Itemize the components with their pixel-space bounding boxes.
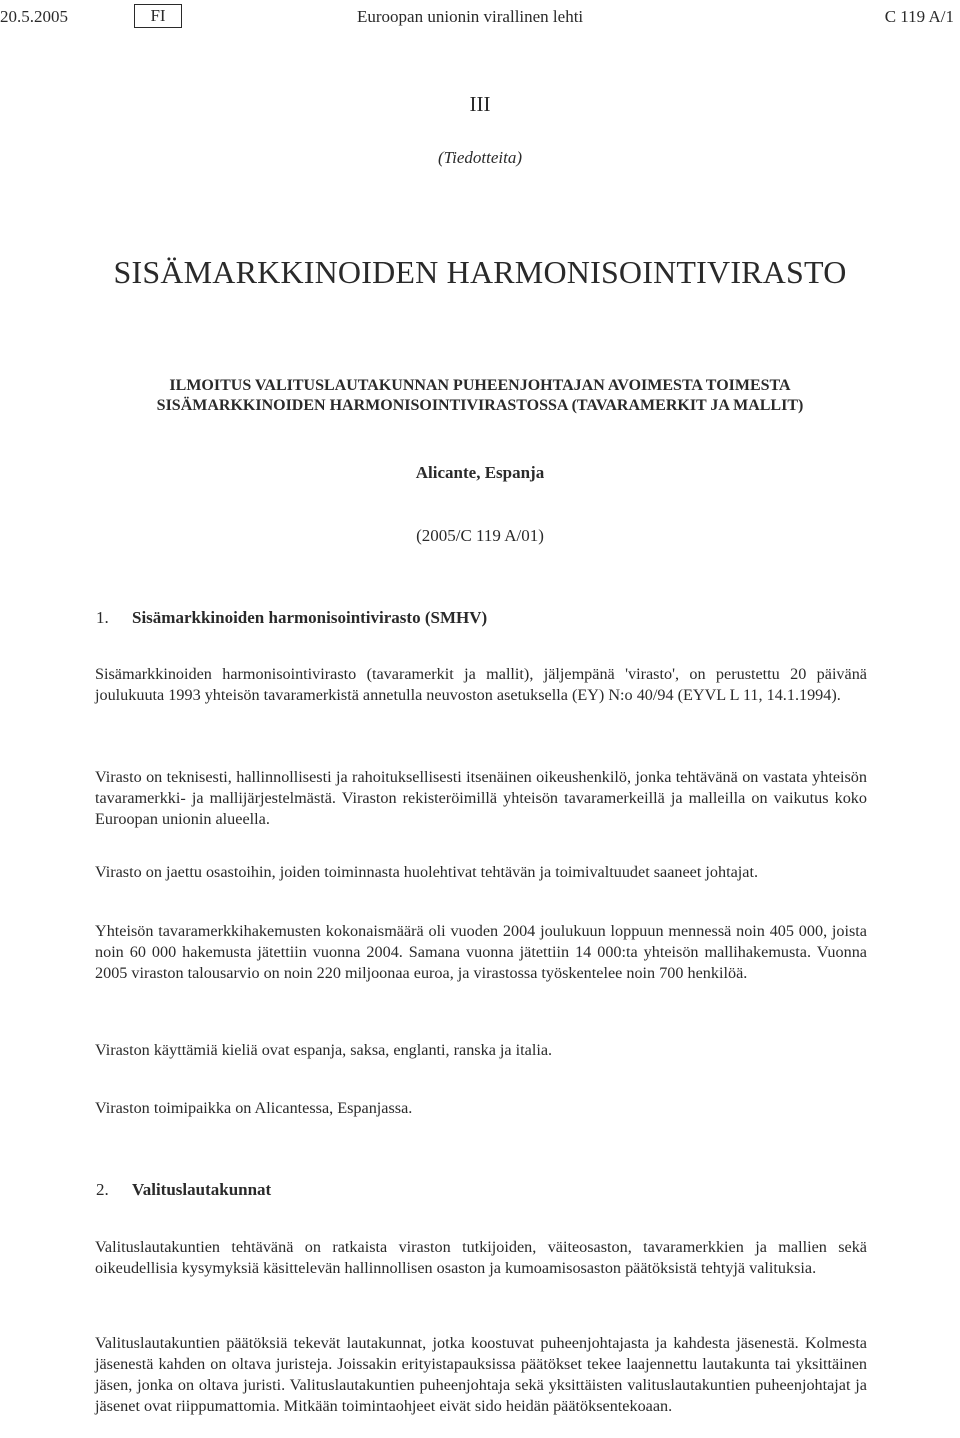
part-number: III (469, 92, 491, 116)
paragraph: Valituslautakuntien tehtävänä on ratkaista viraston tutkijoiden, väiteosaston, tavaramerkkien ja mallien sekä oikeudellisia kysymyksiä käsittelevän hallinnollisen osaston ja kumoamisosaston päätöksistä tehtyjä valituksia. (95, 1238, 867, 1277)
agency-title: SISÄMARKKINOIDEN HARMONISOINTIVIRASTO (113, 254, 847, 290)
section-number: 1. (96, 608, 109, 627)
notice-title (0, 376, 960, 416)
paragraph: Virasto on teknisesti, hallinnollisesti ja rahoituksellisesti itsenäinen oikeushenkilö, jonka tehtävänä on vastata yhteisön tavaramerkki- ja mallijärjestelmästä. Viraston rekisteröimillä yhteisön tavaramerkeillä ja malleilla on vaikutus koko Euroopan unionin alueella. (95, 768, 867, 828)
notice-title-line: SISÄMARKKINOIDEN HARMONISOINTIVIRASTOSSA (TAVARAMERKIT JA MALLIT) (156, 397, 804, 414)
paragraph: Valituslautakuntien päätöksiä tekevät lautakunnat, jotka koostuvat puheenjohtajasta ja kahdesta jäsenestä. Kolmesta jäsenestä kahden on oltava juristeja. Joissakin erityistapauksissa päätökset tekee laajennettu lautakunta tai yksittäinen jäsen, jonka on oltava juristi. Valituslautakuntien puheenjohtaja sekä yksittäisten valituslautakuntien puheenjohtajat ja jäsenet ovat riippumattomia. Mitkään toimintaohjeet eivät sido heidän päätöksentekoaan. (95, 1334, 867, 1415)
paragraph: Viraston käyttämiä kieliä ovat espanja, saksa, englanti, ranska ja italia. (95, 1041, 553, 1059)
paragraph: Sisämarkkinoiden harmonisointivirasto (tavaramerkit ja mallit), jäljempänä 'virasto', on perustettu 20 päivänä joulukuuta 1993 yhteisön tavaramerkistä annetulla neuvoston asetuksella (EY) N:o 40/94 (EYVL L 11, 14.1.1994). (95, 665, 867, 704)
place-line: Alicante, Espanja (415, 463, 545, 482)
paragraph: Virasto on jaettu osastoihin, joiden toiminnasta huolehtivat tehtävän ja toimivaltuudet saaneet johtajat. (95, 863, 759, 881)
document-reference: (2005/C 119 A/01) (416, 526, 544, 545)
part-subtitle: (Tiedotteita) (437, 148, 523, 167)
paragraph: Yhteisön tavaramerkkihakemusten kokonaismäärä oli vuoden 2004 joulukuun loppuun mennessä noin 405 000, joista noin 60 000 hakemusta jätettiin vuonna 2004. Samana vuonna jätettiin 14 000:ta yhteisön mallihakemusta. Vuonna 2005 viraston talousarvio on noin 220 miljoonaa euroa, ja virastossa työskentelee noin 700 henkilöä. (95, 922, 867, 982)
section-title: Sisämarkkinoiden harmonisointivirasto (SMHV) (132, 608, 488, 627)
notice-title-line: ILMOITUS VALITUSLAUTAKUNNAN PUHEENJOHTAJAN AVOIMESTA TOIMESTA (169, 377, 791, 394)
section-heading (96, 1180, 271, 1200)
paragraph: Viraston toimipaikka on Alicantessa, Espanjassa. (95, 1099, 413, 1117)
section-number: 2. (96, 1180, 109, 1199)
page-reference: C 119 A/1 (884, 7, 954, 26)
journal-title: Euroopan unionin virallinen lehti (357, 7, 584, 26)
journal-header (0, 4, 960, 28)
publication-date: 20.5.2005 (0, 7, 68, 26)
section-heading (96, 608, 487, 628)
language-code-box: FI (134, 4, 182, 28)
section-title: Valituslautakunnat (132, 1180, 272, 1199)
